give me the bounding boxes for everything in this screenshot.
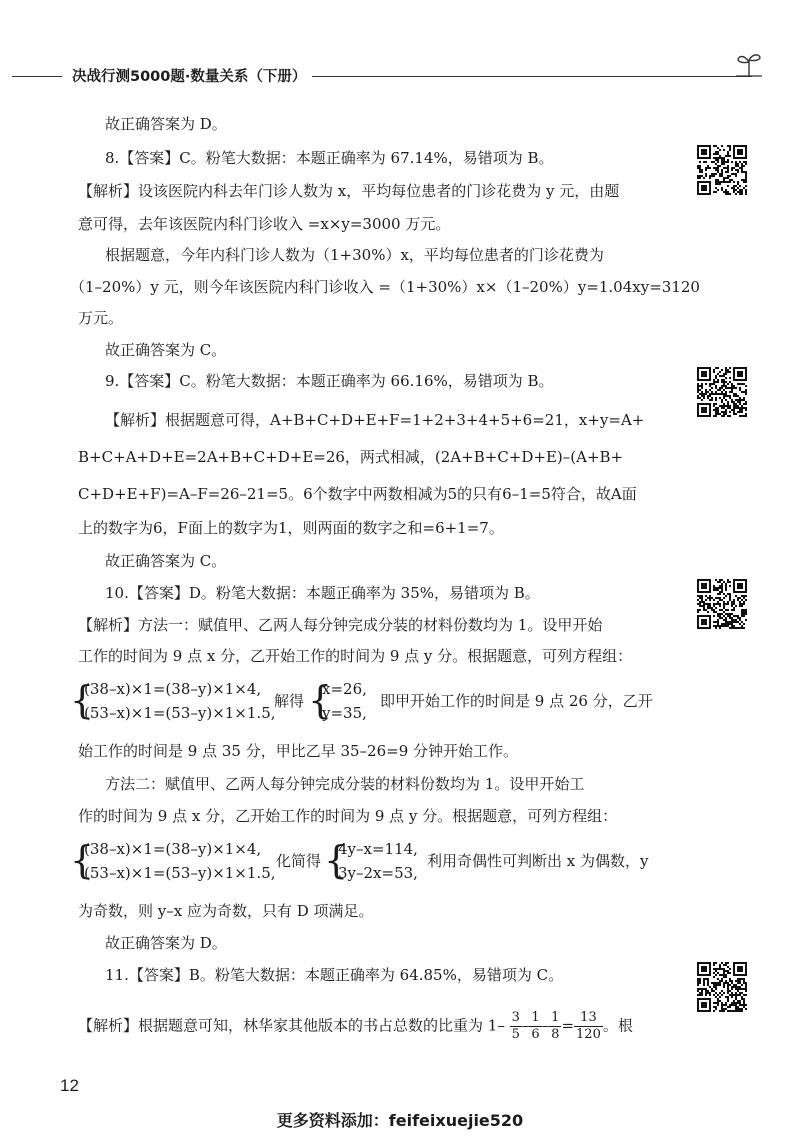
page-number: 12 xyxy=(60,1076,79,1095)
text-line: 利用奇偶性可判断出 x 为偶数，y xyxy=(427,852,649,870)
q10-analysis-line: 作的时间为 9 点 x 分，乙开始工作的时间为 9 点 y 分。根据题意，可列方程组： xyxy=(78,807,618,825)
q8-answer: 8.【答案】C。粉笔大数据：本题正确率为 67.14%，易错项为 B。 xyxy=(105,149,554,167)
qr-code-icon[interactable] xyxy=(697,579,747,629)
q9-analysis-line: B+C+A+D+E=2A+B+C+D+E=26，两式相减，(2A+B+C+D+E)–(A+B+ xyxy=(78,448,624,466)
q10-analysis-line: 【解析】方法一：赋值甲、乙两人每分钟完成分装的材料份数均为 1。设甲开始 xyxy=(78,616,603,634)
q8-analysis-line: 【解析】设该医院内科去年门诊人数为 x，平均每位患者的门诊花费为 y 元，由题 xyxy=(78,182,620,200)
q10-conclusion: 故正确答案为 D。 xyxy=(105,934,227,952)
fraction: $\frac{1}{8}$ xyxy=(551,1010,560,1042)
text-segment: 。根 xyxy=(602,1016,633,1035)
qr-code-icon[interactable] xyxy=(697,145,747,195)
fraction: $\frac{3}{5}$ xyxy=(511,1010,520,1042)
header-rule-left xyxy=(12,76,62,77)
q11-answer: 11.【答案】B。粉笔大数据：本题正确率为 64.85%，易错项为 C。 xyxy=(105,966,564,984)
equation: 4y–x=114, xyxy=(338,840,418,858)
q9-analysis-line: 上的数字为6，F面上的数字为1，则两面的数字之和=6+1=7。 xyxy=(78,519,504,537)
header-rule-right xyxy=(312,76,752,77)
text-line: 即甲开始工作的时间是 9 点 26 分，乙开 xyxy=(380,692,653,710)
q10-answer: 10.【答案】D。粉笔大数据：本题正确率为 35%，易错项为 B。 xyxy=(105,584,540,602)
q8-conclusion: 故正确答案为 C。 xyxy=(105,341,227,359)
equation: y=35, xyxy=(322,704,367,722)
fraction: $\frac{1}{6}$ xyxy=(531,1010,540,1042)
solve-label: 解得 xyxy=(274,692,305,710)
text-segment: 【解析】根据题意可知，林华家其他版本的书占总数的比重为 1– xyxy=(78,1016,505,1035)
q9-analysis-line: 【解析】根据题意可得，A+B+C+D+E+F=1+2+3+4+5+6=21，x+y=A+ xyxy=(105,411,645,429)
q8-analysis-line: 万元。 xyxy=(78,309,124,327)
equation: (53–x)×1=(53–y)×1×1.5, xyxy=(84,704,276,722)
q8-analysis-line: 意可得，去年该医院内科门诊收入 =x×y=3000 万元。 xyxy=(78,215,451,233)
fraction: $\frac{13}{120}$ xyxy=(576,1010,601,1042)
left-brace: { xyxy=(70,678,95,722)
equation: (53–x)×1=(53–y)×1×1.5, xyxy=(84,864,276,882)
q10-analysis-line: 方法二：赋值甲、乙两人每分钟完成分装的材料份数均为 1。设甲开始工 xyxy=(105,775,585,793)
text-line: 故正确答案为 D。 xyxy=(105,115,227,133)
q8-analysis-line: （1–20%）y 元，则今年该医院内科门诊收入 =（1+30%）x×（1–20%）y=1.04xy=3120 xyxy=(70,278,700,296)
equation: (38–x)×1=(38–y)×1×4, xyxy=(84,680,262,698)
q8-analysis-line: 根据题意，今年内科门诊人数为（1+30%）x，平均每位患者的门诊花费为 xyxy=(105,246,604,264)
qr-code-icon[interactable] xyxy=(697,962,747,1012)
q9-analysis-line: C+D+E+F)=A–F=26–21=5。6个数字中两数相减为5的只有6–1=5符合，故A面 xyxy=(78,485,637,503)
q10-analysis-line: 为奇数，则 y–x 应为奇数，只有 D 项满足。 xyxy=(78,902,374,920)
q9-answer: 9.【答案】C。粉笔大数据：本题正确率为 66.16%，易错项为 B。 xyxy=(105,372,554,390)
simplify-label: 化简得 xyxy=(276,852,322,870)
q11-analysis-line: 【解析】根据题意可知，林华家其他版本的书占总数的比重为 1– $\frac{3}{5}$ – $\frac{1}{6}$ – $\frac{1}{8}$ = $\frac{13}{120}$ 。根 xyxy=(78,1010,633,1042)
equation: x=26, xyxy=(322,680,367,698)
equation: (38–x)×1=(38–y)×1×4, xyxy=(84,840,262,858)
footer-note: 更多资料添加：feifeixuejie520 xyxy=(276,1111,524,1130)
left-brace: { xyxy=(324,838,349,882)
equation: 3y–2x=53, xyxy=(338,864,418,882)
qr-code-icon[interactable] xyxy=(697,367,747,417)
running-header xyxy=(12,58,772,94)
q10-analysis-line: 始工作的时间是 9 点 35 分，甲比乙早 35–26=9 分钟开始工作。 xyxy=(78,742,519,760)
sprout-icon xyxy=(734,50,764,80)
q10-analysis-line: 工作的时间为 9 点 x 分，乙开始工作的时间为 9 点 y 分。根据题意，可列方程组： xyxy=(78,647,633,665)
q9-conclusion: 故正确答案为 C。 xyxy=(105,552,227,570)
left-brace: { xyxy=(308,678,333,722)
book-title: 决战行测5000题·数量关系（下册） xyxy=(72,69,307,85)
left-brace: { xyxy=(70,838,95,882)
